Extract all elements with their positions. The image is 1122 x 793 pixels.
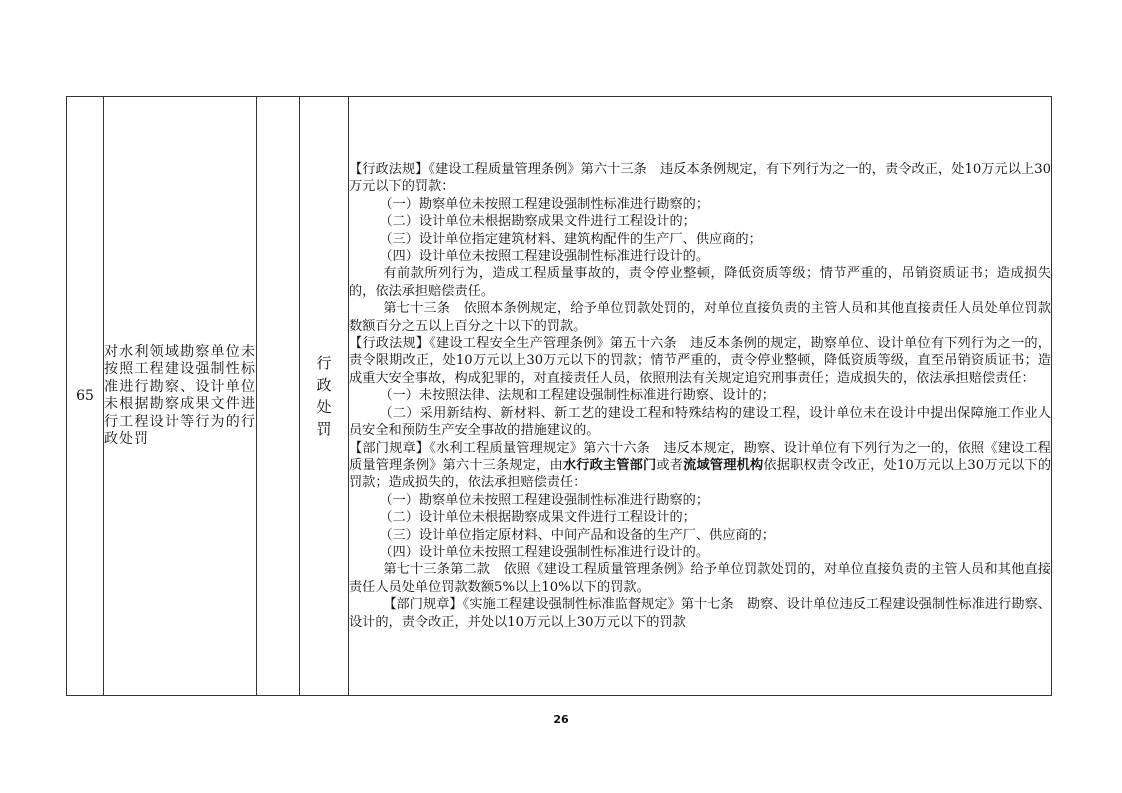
highlighted-authority: 流域管理机构: [683, 457, 764, 473]
penalty-table: [66, 96, 1052, 696]
table-row: [67, 97, 1052, 696]
clause-item: （一）未按照法律、法规和工程建设强制性标准进行勘察、设计的；: [379, 388, 775, 404]
clause-item: （四）设计单位未按照工程建设强制性标准进行设计的。: [379, 544, 710, 560]
empty-cell: [257, 97, 300, 696]
clause-item: （三）设计单位指定建筑材料、建筑构配件的生产厂、供应商的；: [379, 231, 762, 247]
penalty-type-cell: [300, 97, 349, 696]
row-number: 65: [67, 97, 104, 696]
clause-paragraph: 【行政法规】《建设工程质量管理条例》第六十三条 违反本条例规定，有下列行为之一的，责令改正，处10万元以上30万元以下的罚款：: [349, 162, 1051, 195]
clause-item: （二）设计单位未根据勘察成果文件进行工程设计的；: [379, 510, 696, 526]
clause-item: （一）勘察单位未按照工程建设强制性标准进行勘察的；: [379, 196, 710, 212]
clause-paragraph: [349, 440, 1051, 492]
clause-item: （二）采用新结构、新材料、新工艺的建设工程和特殊结构的建设工程，设计单位未在设计中提出保障施工作业人员安全和预防生产安全事故的措施建议的。: [349, 405, 1051, 439]
clause-text: 【部门规章】《水利工程质量管理规定》第六十六条 违反本规定，勘察、设计单位有下列行为之一的，依照《建设工程质量管理条例》第六十三条规定，由: [349, 440, 1051, 473]
clause-paragraph: 第七十三条第二款 依照《建设工程质量管理条例》给予单位罚款处罚的，对单位直接负责的主管人员和其他直接责任人员处单位罚款数额5%以上10%以下的罚款。: [349, 562, 1051, 595]
legal-basis-cell: [349, 97, 1052, 696]
legal-basis-text: [349, 161, 1051, 631]
clause-item: （二）设计单位未根据勘察成果文件进行工程设计的；: [379, 214, 696, 230]
page-number: 26: [553, 713, 569, 726]
clause-paragraph: 【行政法规】《建设工程安全生产管理条例》第五十六条 违反本条例的规定，勘察单位、设计单位有下列行为之一的，责令限期改正，处10万元以上30万元以下的罚款；情节严重的，责令停业整顿，降低资质等级，直至吊销资质证书；造成重大安全事故，构成犯罪的，对直接责任人员，依照刑法有关规定追究刑事责任；造成损失的，依法承担赔偿责任：: [349, 336, 1051, 386]
highlighted-authority: 水行政主管部门: [562, 457, 657, 473]
clause-paragraph: 【部门规章】《实施工程建设强制性标准监督规定》第十七条 勘察、设计单位违反工程建设强制性标准进行勘察、设计的，责令改正，并处以10万元以上30万元以下的罚款: [349, 597, 1051, 630]
clause-text: 依据职权责令改正，处10万元以上30万元以下的罚款；造成损失的，依法承担赔偿责任：: [349, 457, 1052, 491]
clause-item: （四）设计单位未按照工程建设强制性标准进行设计的。: [379, 249, 710, 265]
clause-paragraph: 有前款所列行为，造成工程质量事故的，责令停业整顿，降低资质等级；情节严重的，吊销资质证书；造成损失的，依法承担赔偿责任。: [349, 266, 1051, 299]
item-name-cell: [104, 97, 257, 696]
clause-paragraph: 第七十三条 依照本条例规定，给予单位罚款处罚的，对单位直接负责的主管人员和其他直接责任人员处单位罚款数额百分之五以上百分之十以下的罚款。: [349, 301, 1051, 334]
penalty-type: 行政处罚: [316, 354, 332, 438]
clause-item: （一）勘察单位未按照工程建设强制性标准进行勘察的；: [379, 492, 710, 508]
clause-item: （三）设计单位指定原材料、中间产品和设备的生产厂、供应商的；: [379, 527, 775, 543]
item-name: 对水利领域勘察单位未按照工程建设强制性标准进行勘察、设计单位未根据勘察成果文件进行工程设计等行为的行政处罚: [104, 343, 256, 447]
clause-text: 或者: [656, 457, 684, 473]
